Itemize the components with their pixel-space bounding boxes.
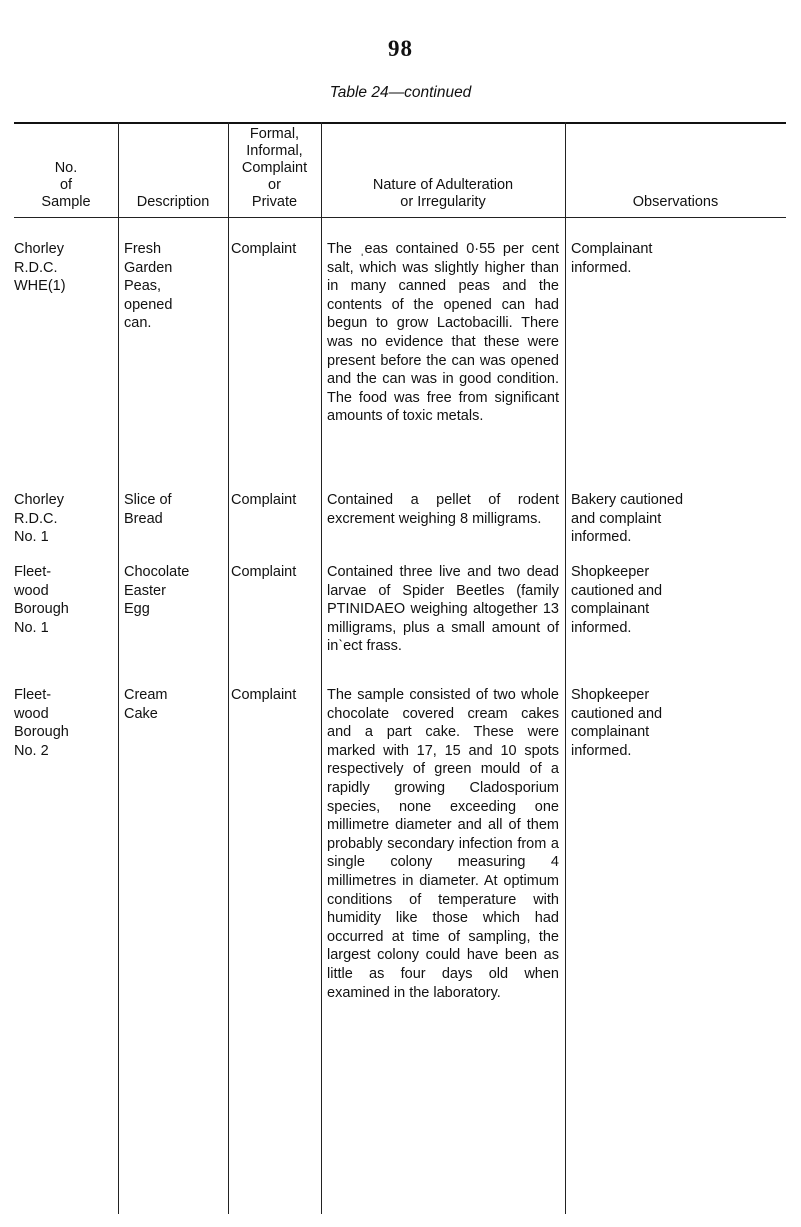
column-divider bbox=[118, 122, 119, 1214]
cell-observations: Complainant informed. bbox=[571, 241, 653, 276]
table-caption: Table 24—continued bbox=[329, 84, 472, 101]
header-complaint-type: Formal, Informal, Complaint or Private bbox=[241, 126, 308, 210]
header-sample: No. of Sample bbox=[41, 160, 91, 210]
table-header-rule bbox=[14, 217, 786, 218]
cell-observations: Bakery cautioned and complaint informed. bbox=[571, 492, 684, 546]
column-divider bbox=[565, 122, 566, 1214]
cell-description: Fresh Garden Peas, opened can. bbox=[124, 241, 173, 332]
cell-nature: The sample consisted of two whole chocolate covered cream cakes and a part cake. These were marked with 17, 15 and 10 spots respectively of green mould of a rapidly growing Cladosporium species, none exceeding one millimetre diameter and all of them probably secondary infection from a single colony measuring 4 millimetres in diameter. At optimum conditions of temperature with humidity like those which had occurred at time of sampling, the largest colony could have been as little as four days old when examined in the laboratory. bbox=[327, 687, 559, 1001]
cell-complaint-type: Complaint bbox=[231, 687, 297, 703]
cell-sample: Fleet- wood Borough No. 2 bbox=[14, 687, 69, 759]
cell-complaint-type: Complaint bbox=[231, 241, 297, 257]
cell-description: Slice of Bread bbox=[124, 492, 172, 527]
cell-observations: Shopkeeper cautioned and complainant informed. bbox=[571, 564, 663, 636]
cell-nature: The ˌeas contained 0·55 per cent salt, which was slightly higher than in many canned peas and the contents of the opened can had begun to grow Lactobacilli. There was no evidence that these were present before the can was opened and the can was in good condition. The food was free from significant amounts of toxic metals. bbox=[327, 241, 559, 425]
cell-sample: Chorley R.D.C. No. 1 bbox=[14, 492, 64, 546]
header-observations: Observations bbox=[632, 194, 719, 210]
header-description: Description bbox=[136, 194, 210, 210]
cell-nature: Contained a pellet of rodent excrement weighing 8 milligrams. bbox=[327, 492, 559, 527]
cell-description: Cream Cake bbox=[124, 687, 168, 722]
header-nature: Nature of Adulteration or Irregularity bbox=[372, 177, 514, 210]
cell-complaint-type: Complaint bbox=[231, 564, 297, 580]
cell-sample: Chorley R.D.C. WHE(1) bbox=[14, 241, 66, 295]
cell-description: Chocolate Easter Egg bbox=[124, 564, 190, 618]
cell-complaint-type: Complaint bbox=[231, 492, 297, 508]
column-divider bbox=[228, 122, 229, 1214]
column-divider bbox=[321, 122, 322, 1214]
page-number: 98 bbox=[388, 36, 413, 61]
cell-observations: Shopkeeper cautioned and complainant informed. bbox=[571, 687, 663, 759]
cell-nature: Contained three live and two dead larvae of Spider Beetles (family PTINIDAEO weighing altogether 13 milligrams, plus a small amount of inˋect frass. bbox=[327, 564, 559, 655]
cell-sample: Fleet- wood Borough No. 1 bbox=[14, 564, 69, 636]
